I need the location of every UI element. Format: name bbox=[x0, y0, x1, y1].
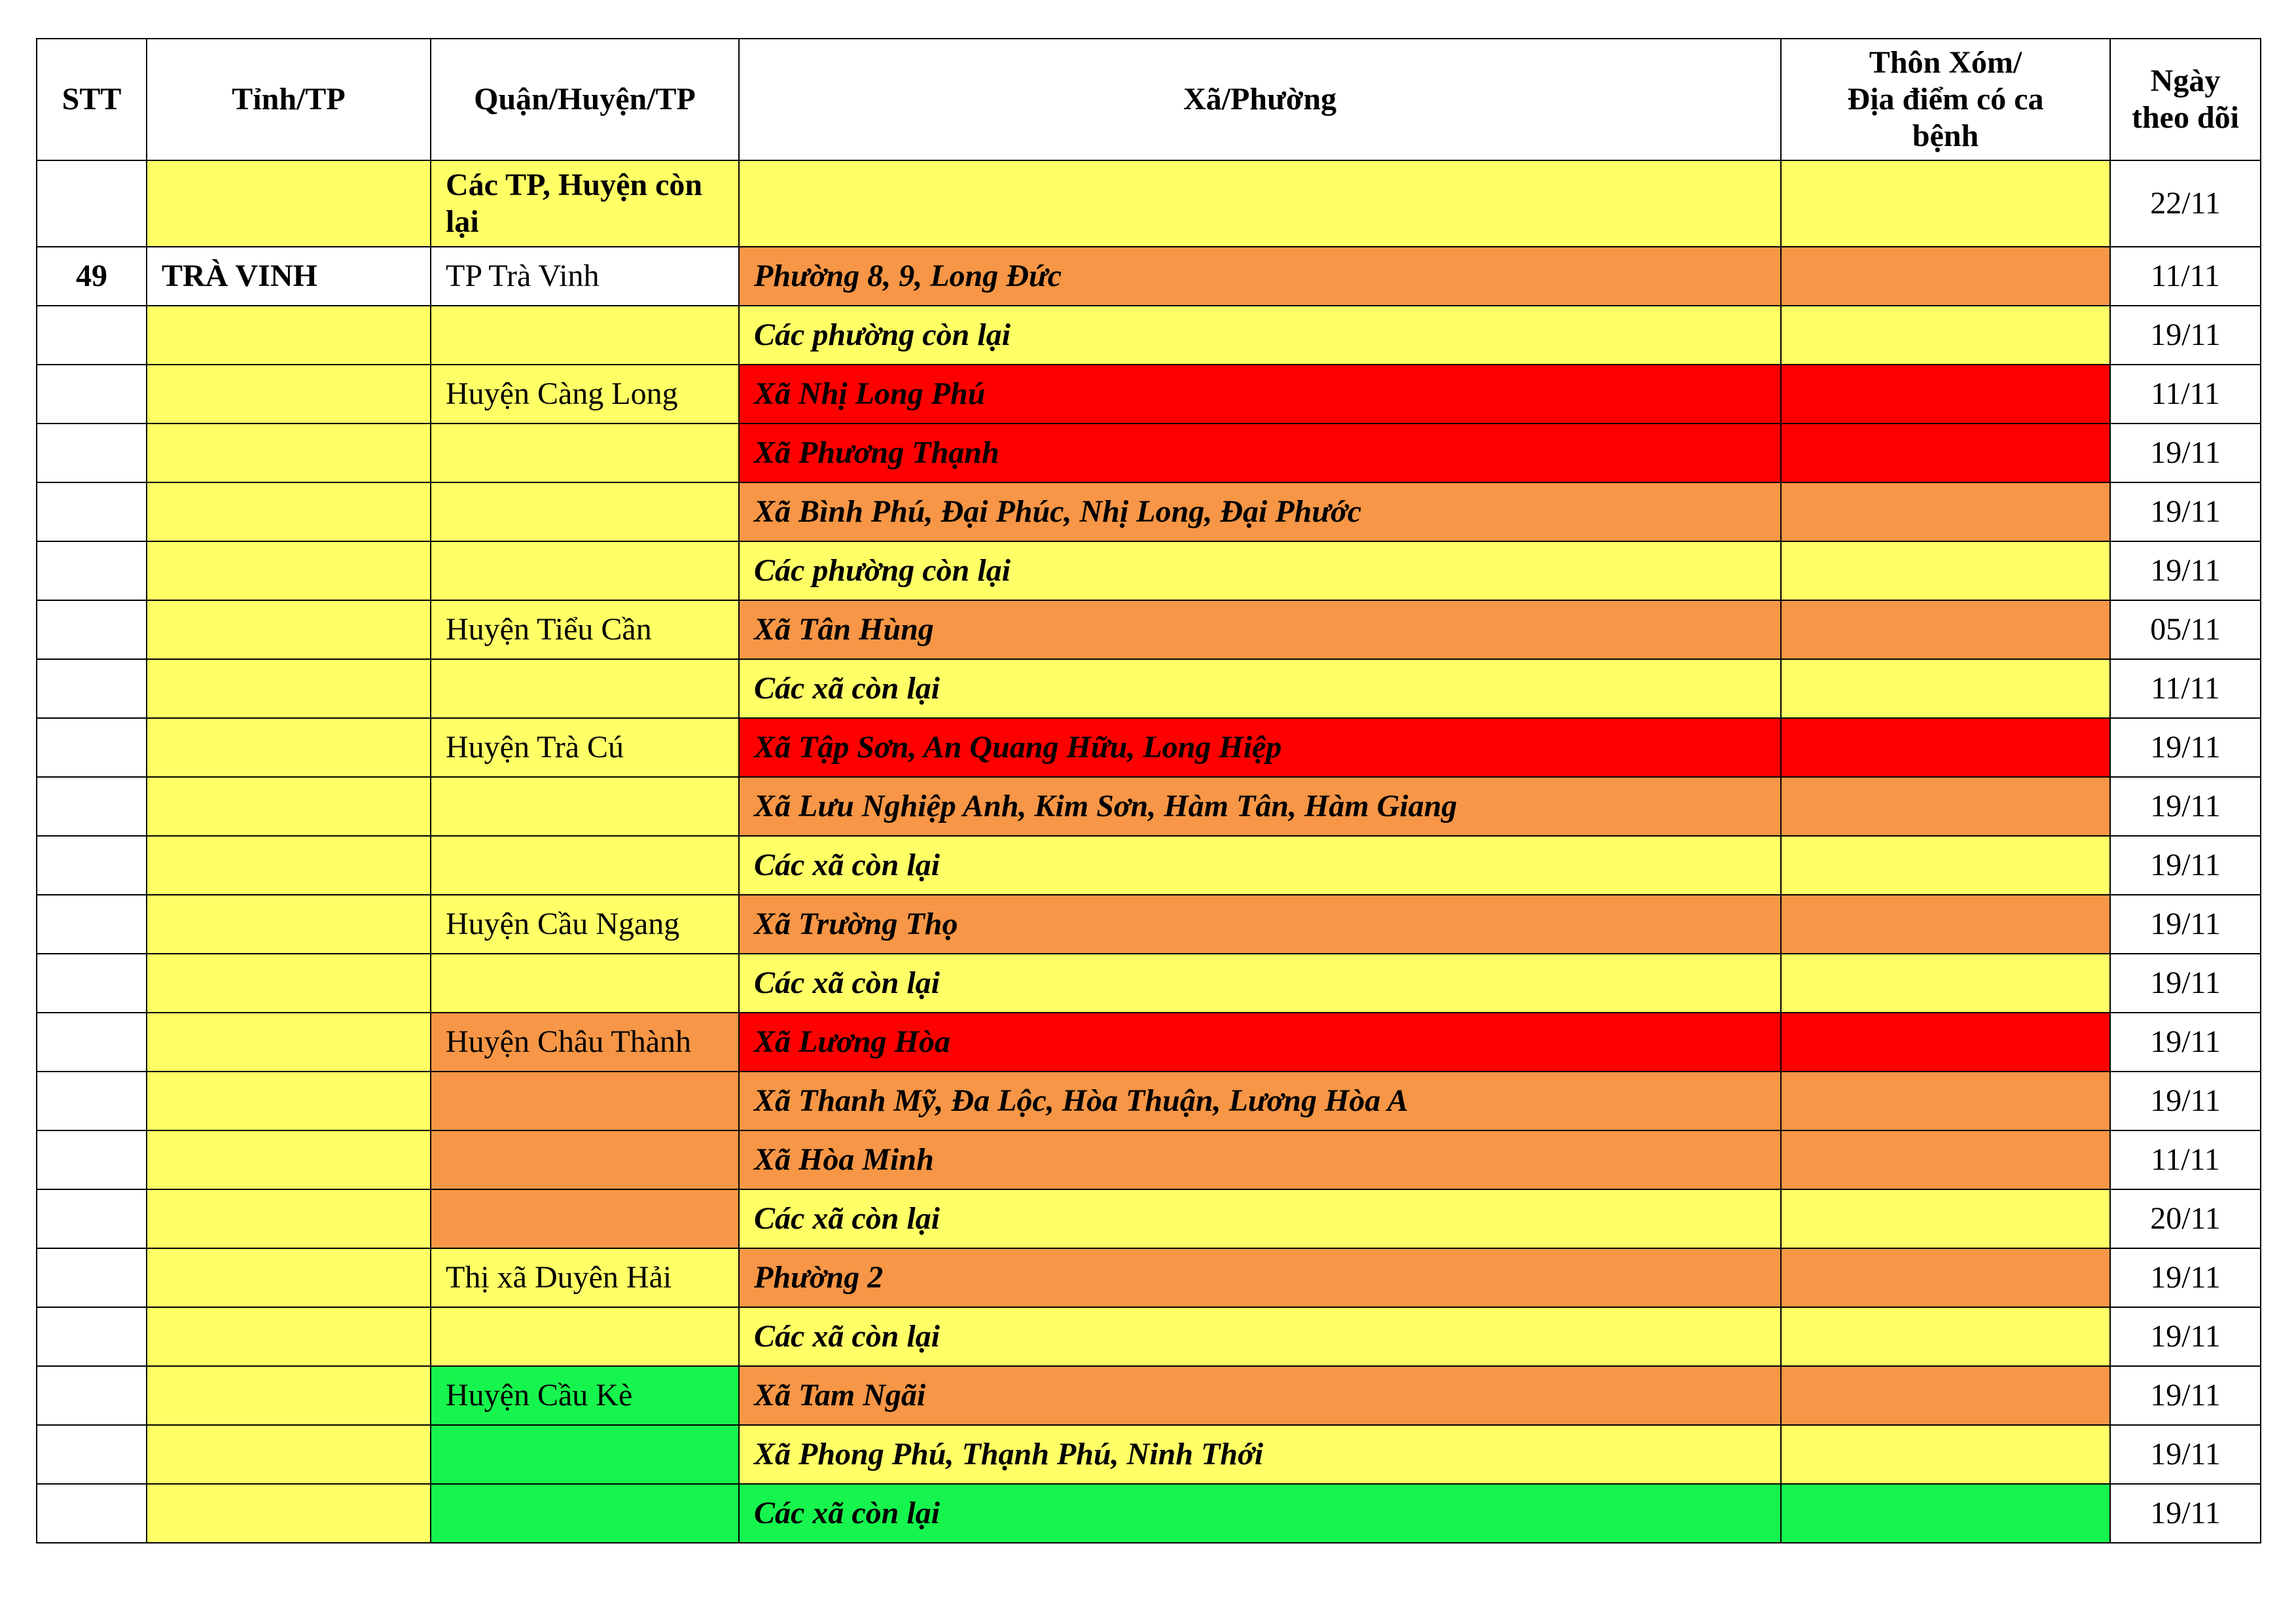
cell-district: TP Trà Vinh bbox=[431, 247, 739, 306]
cell-hamlet bbox=[1781, 1130, 2110, 1189]
cell-date: 11/11 bbox=[2110, 247, 2261, 306]
header-date bbox=[2110, 39, 2261, 160]
cell-district bbox=[431, 1425, 739, 1484]
cell-province bbox=[147, 600, 431, 659]
header-date-line1: Ngày bbox=[2150, 63, 2221, 98]
table-row bbox=[37, 954, 2261, 1013]
cell-ward: Các xã còn lại bbox=[739, 954, 1781, 1013]
cell-hamlet bbox=[1781, 160, 2110, 247]
cell-stt: 49 bbox=[37, 247, 147, 306]
cell-province bbox=[147, 1425, 431, 1484]
cell-hamlet bbox=[1781, 718, 2110, 777]
cell-province bbox=[147, 160, 431, 247]
cell-date: 19/11 bbox=[2110, 1307, 2261, 1366]
cell-hamlet bbox=[1781, 1248, 2110, 1307]
cell-date: 19/11 bbox=[2110, 718, 2261, 777]
table-row bbox=[37, 247, 2261, 306]
cell-hamlet bbox=[1781, 1072, 2110, 1130]
cell-ward: Xã Tân Hùng bbox=[739, 600, 1781, 659]
cell-hamlet bbox=[1781, 1484, 2110, 1543]
cell-ward: Các phường còn lại bbox=[739, 306, 1781, 365]
cell-date: 19/11 bbox=[2110, 777, 2261, 836]
cell-hamlet bbox=[1781, 1013, 2110, 1072]
cell-province bbox=[147, 1130, 431, 1189]
cell-province bbox=[147, 306, 431, 365]
cell-stt bbox=[37, 482, 147, 541]
cell-date: 11/11 bbox=[2110, 659, 2261, 718]
cell-district: Huyện Châu Thành bbox=[431, 1013, 739, 1072]
cell-date: 19/11 bbox=[2110, 306, 2261, 365]
cell-ward: Xã Lưu Nghiệp Anh, Kim Sơn, Hàm Tân, Hàm Giang bbox=[739, 777, 1781, 836]
cell-stt bbox=[37, 954, 147, 1013]
cell-province bbox=[147, 659, 431, 718]
header-hamlet bbox=[1781, 39, 2110, 160]
cell-date: 19/11 bbox=[2110, 482, 2261, 541]
table-row bbox=[37, 1425, 2261, 1484]
cell-province: TRÀ VINH bbox=[147, 247, 431, 306]
header-date-line2: theo dõi bbox=[2131, 100, 2239, 135]
header-hamlet-line1: Thôn Xóm/ bbox=[1869, 45, 2022, 80]
cell-date: 05/11 bbox=[2110, 600, 2261, 659]
cell-ward: Xã Trường Thọ bbox=[739, 895, 1781, 954]
cell-date: 20/11 bbox=[2110, 1189, 2261, 1248]
cell-province bbox=[147, 1484, 431, 1543]
cell-ward: Xã Bình Phú, Đại Phúc, Nhị Long, Đại Phước bbox=[739, 482, 1781, 541]
cell-district bbox=[431, 1189, 739, 1248]
cell-date: 19/11 bbox=[2110, 895, 2261, 954]
cell-hamlet bbox=[1781, 541, 2110, 600]
cell-hamlet bbox=[1781, 365, 2110, 424]
header-row bbox=[37, 39, 2261, 160]
table-row bbox=[37, 482, 2261, 541]
table-row bbox=[37, 424, 2261, 482]
table-row bbox=[37, 1189, 2261, 1248]
header-stt: STT bbox=[37, 39, 147, 160]
cell-date: 19/11 bbox=[2110, 424, 2261, 482]
table-row bbox=[37, 1484, 2261, 1543]
table-row bbox=[37, 600, 2261, 659]
cell-date: 11/11 bbox=[2110, 365, 2261, 424]
table-body bbox=[37, 160, 2261, 1543]
cell-province bbox=[147, 1248, 431, 1307]
cell-district bbox=[431, 541, 739, 600]
cell-date: 19/11 bbox=[2110, 1366, 2261, 1425]
cell-hamlet bbox=[1781, 836, 2110, 895]
cell-district: Huyện Cầu Kè bbox=[431, 1366, 739, 1425]
cell-date: 19/11 bbox=[2110, 1013, 2261, 1072]
header-hamlet-line2: Địa điểm có ca bbox=[1847, 82, 2044, 117]
cell-district bbox=[431, 1072, 739, 1130]
cell-province bbox=[147, 482, 431, 541]
cell-date: 19/11 bbox=[2110, 1248, 2261, 1307]
cell-stt bbox=[37, 160, 147, 247]
cell-hamlet bbox=[1781, 1366, 2110, 1425]
cell-stt bbox=[37, 718, 147, 777]
cell-province bbox=[147, 1307, 431, 1366]
cell-district: Huyện Cầu Ngang bbox=[431, 895, 739, 954]
cell-province bbox=[147, 777, 431, 836]
cell-province bbox=[147, 1013, 431, 1072]
cell-ward: Xã Lương Hòa bbox=[739, 1013, 1781, 1072]
cell-ward: Các xã còn lại bbox=[739, 1484, 1781, 1543]
cell-district: Các TP, Huyện còn lại bbox=[431, 160, 739, 247]
cell-date: 19/11 bbox=[2110, 1484, 2261, 1543]
cell-ward bbox=[739, 160, 1781, 247]
table-row bbox=[37, 659, 2261, 718]
cell-hamlet bbox=[1781, 1307, 2110, 1366]
table-row bbox=[37, 1013, 2261, 1072]
table-row bbox=[37, 365, 2261, 424]
cell-ward: Phường 8, 9, Long Đức bbox=[739, 247, 1781, 306]
cell-hamlet bbox=[1781, 954, 2110, 1013]
cell-hamlet bbox=[1781, 659, 2110, 718]
cell-date: 19/11 bbox=[2110, 1425, 2261, 1484]
cell-district bbox=[431, 1307, 739, 1366]
cell-hamlet bbox=[1781, 482, 2110, 541]
cell-stt bbox=[37, 365, 147, 424]
cell-hamlet bbox=[1781, 1189, 2110, 1248]
table-row bbox=[37, 541, 2261, 600]
cell-date: 19/11 bbox=[2110, 954, 2261, 1013]
risk-level-table bbox=[36, 38, 2261, 1543]
table-row bbox=[37, 718, 2261, 777]
cell-province bbox=[147, 1072, 431, 1130]
cell-stt bbox=[37, 895, 147, 954]
cell-province bbox=[147, 1366, 431, 1425]
cell-stt bbox=[37, 659, 147, 718]
cell-district bbox=[431, 1130, 739, 1189]
cell-stt bbox=[37, 600, 147, 659]
cell-stt bbox=[37, 1130, 147, 1189]
cell-date: 22/11 bbox=[2110, 160, 2261, 247]
cell-ward: Xã Tam Ngãi bbox=[739, 1366, 1781, 1425]
cell-district bbox=[431, 424, 739, 482]
cell-district bbox=[431, 836, 739, 895]
cell-ward: Xã Phương Thạnh bbox=[739, 424, 1781, 482]
cell-stt bbox=[37, 777, 147, 836]
cell-ward: Các phường còn lại bbox=[739, 541, 1781, 600]
cell-province bbox=[147, 1189, 431, 1248]
cell-province bbox=[147, 895, 431, 954]
cell-stt bbox=[37, 1425, 147, 1484]
cell-province bbox=[147, 365, 431, 424]
cell-stt bbox=[37, 306, 147, 365]
cell-province bbox=[147, 836, 431, 895]
cell-stt bbox=[37, 1013, 147, 1072]
cell-ward: Các xã còn lại bbox=[739, 836, 1781, 895]
cell-ward: Xã Hòa Minh bbox=[739, 1130, 1781, 1189]
cell-district bbox=[431, 659, 739, 718]
cell-district bbox=[431, 482, 739, 541]
table-row bbox=[37, 1366, 2261, 1425]
cell-district bbox=[431, 777, 739, 836]
header-province: Tỉnh/TP bbox=[147, 39, 431, 160]
cell-stt bbox=[37, 1307, 147, 1366]
table-row bbox=[37, 1307, 2261, 1366]
table-row bbox=[37, 777, 2261, 836]
cell-district: Huyện Tiểu Cần bbox=[431, 600, 739, 659]
table-row bbox=[37, 1248, 2261, 1307]
cell-hamlet bbox=[1781, 777, 2110, 836]
cell-hamlet bbox=[1781, 895, 2110, 954]
table-row bbox=[37, 1130, 2261, 1189]
cell-hamlet bbox=[1781, 600, 2110, 659]
table-row bbox=[37, 836, 2261, 895]
cell-hamlet bbox=[1781, 424, 2110, 482]
cell-district: Huyện Càng Long bbox=[431, 365, 739, 424]
cell-district: Thị xã Duyên Hải bbox=[431, 1248, 739, 1307]
cell-ward: Xã Thanh Mỹ, Đa Lộc, Hòa Thuận, Lương Hòa A bbox=[739, 1072, 1781, 1130]
cell-stt bbox=[37, 836, 147, 895]
table-row bbox=[37, 160, 2261, 247]
cell-hamlet bbox=[1781, 1425, 2110, 1484]
cell-hamlet bbox=[1781, 247, 2110, 306]
cell-date: 19/11 bbox=[2110, 836, 2261, 895]
table-row bbox=[37, 1072, 2261, 1130]
cell-district: Huyện Trà Cú bbox=[431, 718, 739, 777]
cell-province bbox=[147, 718, 431, 777]
table-row bbox=[37, 895, 2261, 954]
header-ward: Xã/Phường bbox=[739, 39, 1781, 160]
header-hamlet-line3: bệnh bbox=[1912, 118, 1979, 153]
cell-ward: Các xã còn lại bbox=[739, 1307, 1781, 1366]
cell-ward: Xã Tập Sơn, An Quang Hữu, Long Hiệp bbox=[739, 718, 1781, 777]
cell-ward: Phường 2 bbox=[739, 1248, 1781, 1307]
cell-ward: Các xã còn lại bbox=[739, 1189, 1781, 1248]
cell-province bbox=[147, 424, 431, 482]
cell-stt bbox=[37, 1189, 147, 1248]
cell-stt bbox=[37, 1248, 147, 1307]
cell-district bbox=[431, 954, 739, 1013]
header-district: Quận/Huyện/TP bbox=[431, 39, 739, 160]
cell-date: 19/11 bbox=[2110, 1072, 2261, 1130]
cell-date: 11/11 bbox=[2110, 1130, 2261, 1189]
cell-ward: Xã Nhị Long Phú bbox=[739, 365, 1781, 424]
cell-date: 19/11 bbox=[2110, 541, 2261, 600]
cell-ward: Xã Phong Phú, Thạnh Phú, Ninh Thới bbox=[739, 1425, 1781, 1484]
cell-stt bbox=[37, 1366, 147, 1425]
cell-stt bbox=[37, 541, 147, 600]
cell-stt bbox=[37, 1484, 147, 1543]
cell-district bbox=[431, 1484, 739, 1543]
cell-ward: Các xã còn lại bbox=[739, 659, 1781, 718]
cell-province bbox=[147, 954, 431, 1013]
table-row bbox=[37, 306, 2261, 365]
cell-stt bbox=[37, 424, 147, 482]
cell-province bbox=[147, 541, 431, 600]
cell-district bbox=[431, 306, 739, 365]
cell-hamlet bbox=[1781, 306, 2110, 365]
cell-stt bbox=[37, 1072, 147, 1130]
